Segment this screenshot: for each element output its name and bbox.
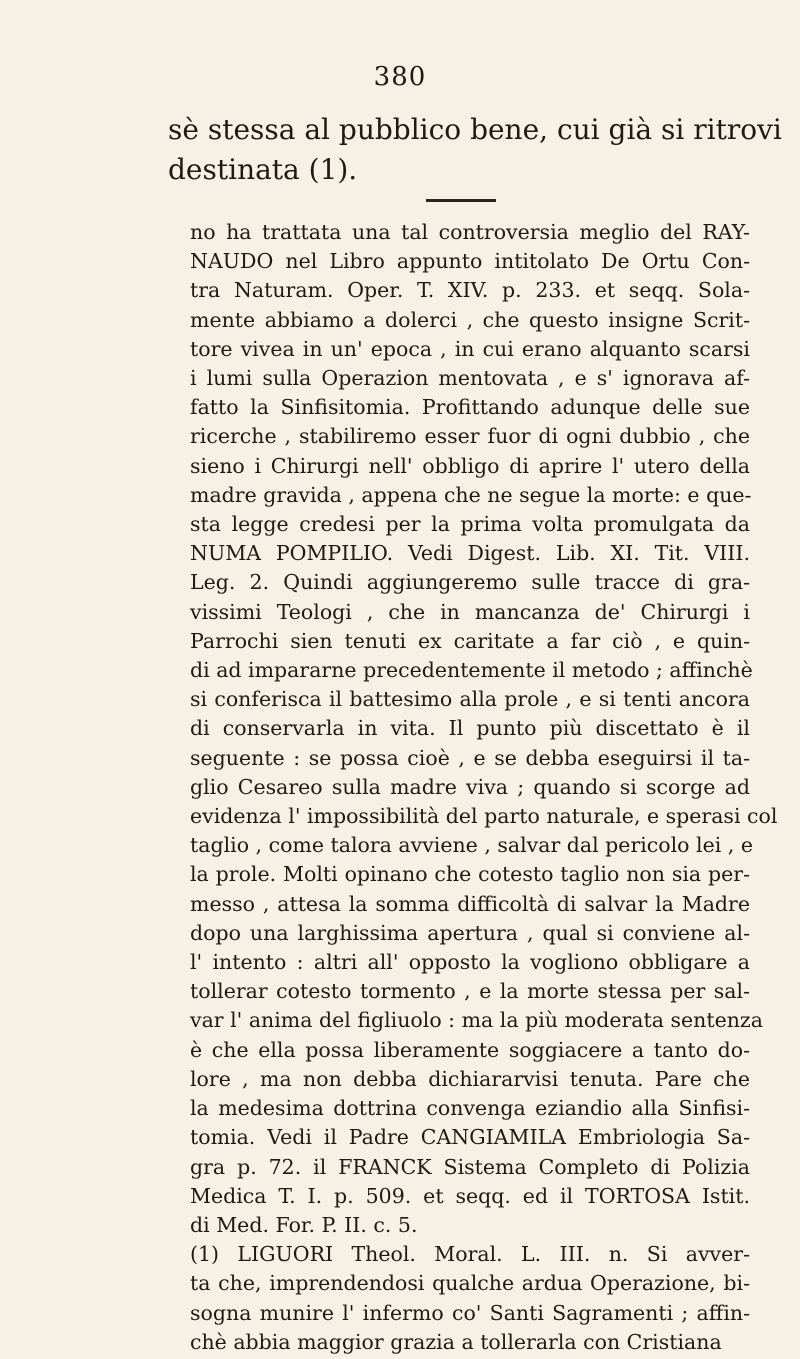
footnote-line: di Med. For. P. II. c. 5. xyxy=(190,1212,418,1237)
footnote-line: NAUDO nel Libro appunto intitolato De Ortu Con- xyxy=(190,249,750,274)
footnote-line: messo , attesa la somma difficoltà di salvar la Madre xyxy=(190,891,750,916)
footnote-line: chè abbia maggior grazia a tollerarla con Cristiana xyxy=(190,1329,722,1354)
footnote-line: la medesima dottrina convenga eziandio alla Sinfisi- xyxy=(190,1096,750,1121)
footnote-line: di conservarla in vita. Il punto più discettato è il xyxy=(190,716,750,741)
main-text-line: sè stessa al pubblico bene, cui già si ritrovi xyxy=(168,113,782,146)
footnote-line: var l' anima del figliuolo : ma la più moderata sentenza xyxy=(190,1008,763,1033)
footnote-line: glio Cesareo sulla madre viva ; quando si scorge ad xyxy=(190,774,750,799)
footnote-line: è che ella possa liberamente soggiacere a tanto do- xyxy=(190,1037,750,1062)
footnote-line: sieno i Chirurgi nell' obbligo di aprire l' utero della xyxy=(190,453,750,478)
footnote-line: sogna munire l' infermo co' Santi Sagramenti ; affin- xyxy=(190,1300,750,1325)
footnote-line: di ad impararne precedentemente il metodo ; affinchè xyxy=(190,658,753,683)
footnote-separator-rule xyxy=(426,199,496,202)
footnote-line: (1) LIGUORI Theol. Moral. L. III. n. Si avver- xyxy=(190,1242,750,1267)
footnote-line: tore vivea in un' epoca , in cui erano alquanto scarsi xyxy=(190,336,750,361)
footnote-line: no ha trattata una tal controversia meglio del RAY- xyxy=(190,220,750,244)
footnote-line: tra Naturam. Oper. T. XIV. p. 233. et seqq. Sola- xyxy=(190,278,750,303)
footnote-line: si conferisca il battesimo alla prole , e si tenti ancora xyxy=(190,687,750,712)
main-text xyxy=(168,110,782,190)
footnote-line: Leg. 2. Quindi aggiungeremo sulle tracce di gra- xyxy=(190,570,750,595)
footnote-line: i lumi sulla Operazion mentovata , e s' ignorava af- xyxy=(190,366,750,391)
footnote-line: mente abbiamo a dolerci , che questo insigne Scrit- xyxy=(190,307,750,332)
footnote-line: evidenza l' impossibilità del parto naturale, e sperasi col xyxy=(190,804,778,829)
footnote-block xyxy=(190,218,778,1357)
footnote-line: vissimi Teologi , che in mancanza de' Chirurgi i xyxy=(190,599,750,624)
footnote-line: fatto la Sinfisitomia. Profittando adunque delle sue xyxy=(190,395,750,420)
footnote-line: gra p. 72. il FRANCK Sistema Completo di Polizia xyxy=(190,1154,750,1179)
footnote-line: ricerche , stabiliremo esser fuor di ogni dubbio , che xyxy=(190,424,750,449)
footnote-line: ta che, imprendendosi qualche ardua Operazione, bi- xyxy=(190,1271,750,1296)
footnote-line: NUMA POMPILIO. Vedi Digest. Lib. XI. Tit. VIII. xyxy=(190,541,750,566)
footnote-line: lore , ma non debba dichiararvisi tenuta. Pare che xyxy=(190,1066,750,1091)
footnote-line: sta legge credesi per la prima volta promulgata da xyxy=(190,512,750,537)
page-number: 380 xyxy=(373,62,427,92)
footnote-line: taglio , come talora avviene , salvar dal pericolo lei , e xyxy=(190,833,753,858)
main-text-line: destinata (1). xyxy=(168,153,358,186)
footnote-line: seguente : se possa cioè , e se debba eseguirsi il ta- xyxy=(190,745,750,770)
footnote-line: tollerar cotesto tormento , e la morte stessa per sal- xyxy=(190,979,750,1004)
footnote-line: la prole. Molti opinano che cotesto taglio non sia per- xyxy=(190,862,750,887)
footnote-line: Parrochi sien tenuti ex caritate a far ciò , e quin- xyxy=(190,628,750,653)
footnote-line: tomia. Vedi il Padre CANGIAMILA Embriologia Sa- xyxy=(190,1125,750,1150)
footnote-line: Medica T. I. p. 509. et seqq. ed il TORTOSA Istit. xyxy=(190,1183,750,1208)
footnote-line: madre gravida , appena che ne segue la morte: e que- xyxy=(190,482,752,507)
footnote-line: dopo una larghissima apertura , qual si conviene al- xyxy=(190,920,750,945)
footnote-line: l' intento : altri all' opposto la vogliono obbligare a xyxy=(190,950,750,975)
